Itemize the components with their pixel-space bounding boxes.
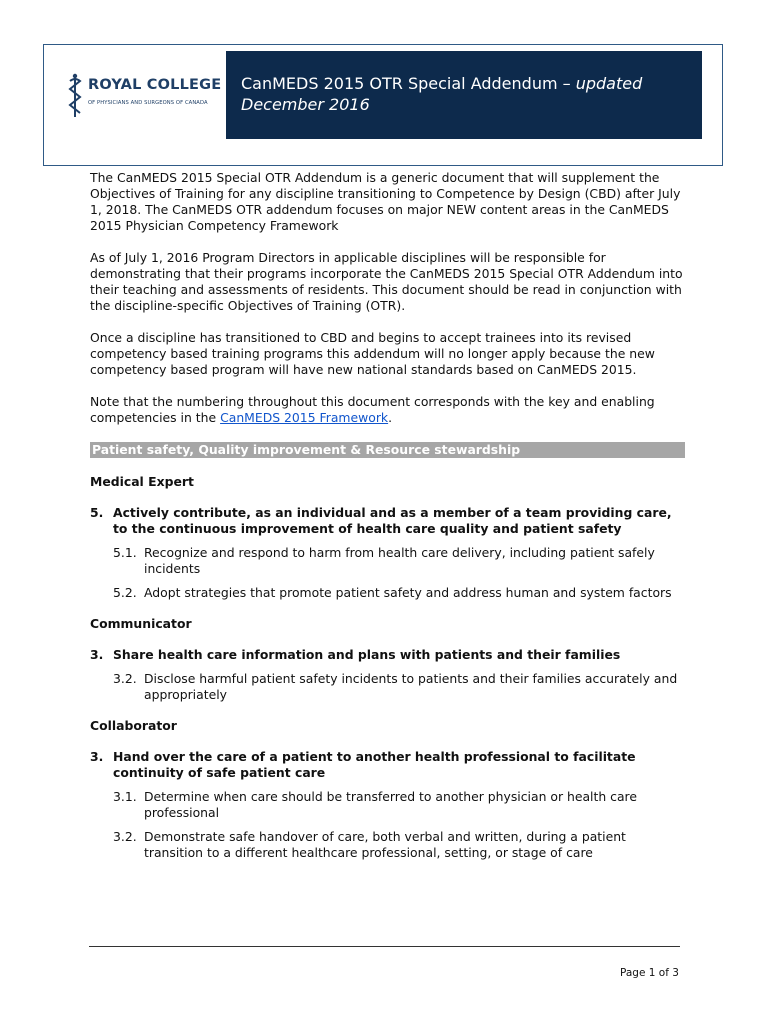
title-date: December 2016 [241, 95, 370, 114]
enabling-number: 3.1. [113, 789, 137, 804]
enabling-competency [113, 829, 685, 861]
document-title [226, 51, 702, 139]
canmeds-framework-link[interactable]: CanMEDS 2015 Framework [220, 410, 389, 425]
role-heading-medical-expert: Medical Expert [90, 474, 194, 489]
caduceus-icon [66, 73, 84, 119]
key-competency-number: 5. [90, 505, 104, 520]
numbering-note-paragraph [90, 394, 685, 426]
enabling-text: Recognize and respond to harm from health care delivery, including patient safely incidents [144, 545, 655, 576]
header [43, 44, 723, 166]
enabling-text: Demonstrate safe handover of care, both verbal and written, during a patient transition to a different healthcare professional, setting, or stage of care [144, 829, 626, 860]
title-main: CanMEDS 2015 OTR Special Addendum – [241, 74, 576, 93]
note-end: . [388, 410, 393, 425]
enabling-competency [113, 671, 685, 703]
program-directors-paragraph: As of July 1, 2016 Program Directors in applicable disciplines will be responsible for demonstrating that their programs incorporate the CanMEDS 2015 Special OTR Addendum into their teaching and assessments of residents. This document should be read in conjunction with the discipline-specific Objectives of Training (OTR). [90, 250, 683, 313]
key-competency [90, 749, 685, 781]
cbd-transition-paragraph: Once a discipline has transitioned to CBD and begins to accept trainees into its revised competency based training programs this addendum will no longer apply because the new competency based program will have new national standards based on CanMEDS 2015. [90, 330, 655, 377]
intro-paragraph: The CanMEDS 2015 Special OTR Addendum is a generic document that will supplement the Objectives of Training for any discipline transitioning to Competence by Design (CBD) after July 1, 2018. The CanMEDS OTR addendum focuses on major NEW content areas in the CanMEDS 2015 Physician Competency Framework [90, 170, 681, 233]
royal-college-logo [66, 67, 222, 123]
enabling-text: Determine when care should be transferred to another physician or health care professional [144, 789, 638, 820]
title-italic: updated [575, 74, 643, 93]
enabling-number: 3.2. [113, 671, 137, 686]
note-text: Note that the numbering throughout this document corresponds with the key and enabling competencies in the [90, 394, 655, 425]
enabling-text: Disclose harmful patient safety incidents to patients and their families accurately and appropriately [144, 671, 678, 702]
key-competency-text: Hand over the care of a patient to another health professional to facilitate continuity of safe patient care [113, 749, 636, 780]
enabling-competency [113, 789, 685, 821]
key-competency [90, 647, 685, 663]
footer-divider [89, 946, 680, 947]
role-heading-collaborator: Collaborator [90, 718, 177, 733]
logo-brand: ROYAL COLLEGE [88, 77, 222, 93]
enabling-number: 5.1. [113, 545, 137, 560]
section-heading: Patient safety, Quality improvement & Resource stewardship [90, 442, 685, 458]
enabling-number: 5.2. [113, 585, 137, 600]
key-competency-number: 3. [90, 749, 104, 764]
key-competency [90, 505, 685, 537]
document-body [90, 170, 685, 869]
enabling-competency [113, 585, 685, 601]
enabling-number: 3.2. [113, 829, 137, 844]
key-competency-text: Share health care information and plans with patients and their families [113, 647, 621, 662]
enabling-competency [113, 545, 685, 577]
logo-subtitle: OF PHYSICIANS AND SURGEONS OF CANADA [88, 100, 208, 106]
enabling-text: Adopt strategies that promote patient safety and address human and system factors [144, 585, 672, 600]
key-competency-text: Actively contribute, as an individual and as a member of a team providing care, to the continuous improvement of health care quality and patient safety [113, 505, 672, 536]
role-heading-communicator: Communicator [90, 616, 192, 631]
page-number: Page 1 of 3 [620, 967, 679, 979]
key-competency-number: 3. [90, 647, 104, 662]
